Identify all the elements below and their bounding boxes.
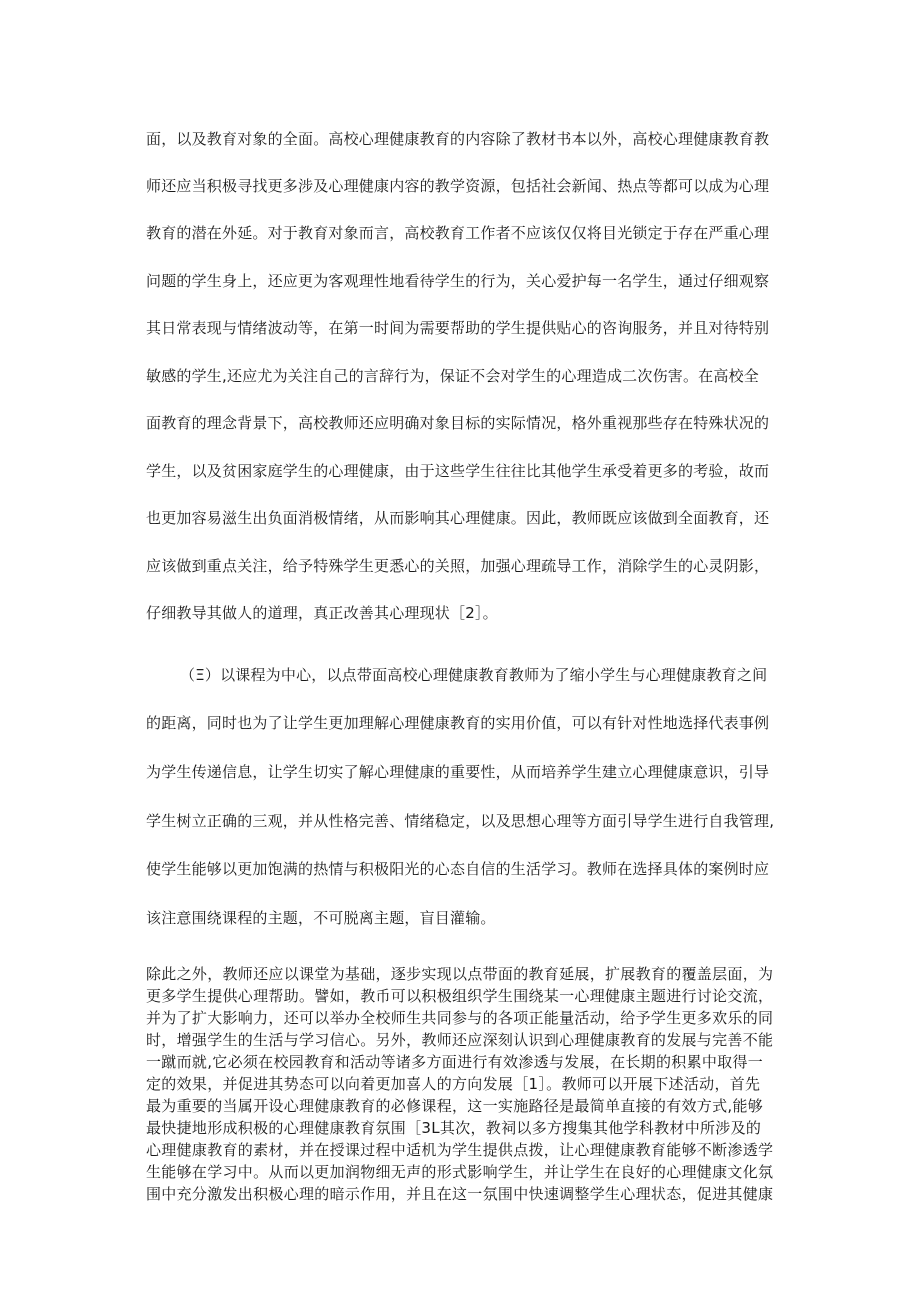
paragraph-2-line-4: 学生树立正确的三观，并从性格完善、情绪稳定，以及思想心理等方面引导学生进行自我管理, <box>146 812 775 830</box>
paragraph-3-line-10: 生能够在学习中。从而以更加润物细无声的形式影响学生，并让学生在良好的心理健康文化氛 <box>146 1163 774 1181</box>
paragraph-3-line-3: 并为了扩大影响力，还可以举办全校师生共同参与的各项正能量活动，给予学生更多欢乐的同 <box>146 1009 774 1027</box>
paragraph-1-line-11: 仔细教导其做人的道理，真正改善其心理现状［2］。 <box>146 604 498 622</box>
paragraph-2-line-5: 使学生能够以更加饱满的热情与积极阳光的心态自信的生活学习。教师在选择具体的案例时应 <box>146 860 770 878</box>
paragraph-2-line-6: 该注意围绕课程的主题，不可脱离主题，盲目灌输。 <box>146 909 496 927</box>
paragraph-3-line-11: 围中充分激发出积极心理的暗示作用，并且在这一氛围中快速调整学生心理状态，促进其健康 <box>146 1185 774 1203</box>
paragraph-3-line-4: 时，增强学生的生活与学习信心。另外，教师还应深刻认识到心理健康教育的发展与完善不能 <box>146 1031 774 1049</box>
paragraph-1-line-2: 师还应当积极寻找更多涉及心理健康内容的教学资源，包括社会新闻、热点等都可以成为心理 <box>146 177 770 195</box>
paragraph-1-line-6: 敏感的学生,还应尤为关注自己的言辞行为，保证不会对学生的心理造成二次伤害。在高校全 <box>146 367 759 385</box>
paragraph-3-line-7: 最为重要的当属开设心理健康教育的必修课程，这一实施路径是最简单直接的有效方式,能够 <box>146 1097 764 1115</box>
paragraph-3-line-2: 更多学生提供心理帮助。譬如，教币可以积极组织学生围绕某一心理健康主题进行讨论交流， <box>146 987 774 1005</box>
paragraph-1-line-4: 问题的学生身上，还应更为客观理性地看待学生的行为，关心爱护每一名学生，通过仔细观察 <box>146 272 770 290</box>
paragraph-1-line-8: 学生，以及贫困家庭学生的心理健康，由于这些学生往往比其他学生承受着更多的考验，故而 <box>146 462 770 480</box>
paragraph-2-line-2: 的距离，同时也为了让学生更加理解心理健康教育的实用价值，可以有针对性地选择代表事例 <box>146 714 770 732</box>
paragraph-2-line-1: （Ξ）以课程为中心，以点带面高校心理健康教育教师为了缩小学生与心理健康教育之间 <box>180 666 768 684</box>
paragraph-3-line-6: 定的效果，并促进其势态可以向着更加喜人的方向发展［1］。教师可以开展下述活动，首先 <box>146 1075 761 1093</box>
paragraph-2-line-3: 为学生传递信息，让学生切实了解心理健康的重要性，从而培养学生建立心理健康意识，引导 <box>146 763 770 781</box>
paragraph-1-line-7: 面教育的理念背景下，高校教师还应明确对象目标的实际情况，格外重视那些存在特殊状况的 <box>146 414 770 432</box>
paragraph-3-line-8: 最快捷地形成积极的心理健康教育氛围［3L其次，教祠以多方搜集其他学科教材中所涉及的 <box>146 1119 762 1137</box>
paragraph-1-line-9: 也更加容易滋生出负面消极情绪，从而影响其心理健康。因此，教师既应该做到全面教育，还 <box>146 509 770 527</box>
paragraph-1-line-1: 面，以及教育对象的全面。高校心理健康教育的内容除了教材书本以外，高校心理健康教育教 <box>146 130 770 148</box>
paragraph-3-line-5: 一蹴而就,它必须在校园教育和活动等诸多方面进行有效渗透与发展，在长期的积累中取得一 <box>146 1053 764 1071</box>
paragraph-1-line-3: 教育的潜在外延。对于教育对象而言，高校教育工作者不应该仅仅将目光锁定于存在严重心理 <box>146 224 770 242</box>
paragraph-1-line-10: 应该做到重点关注，给予特殊学生更悉心的关照，加强心理疏导工作，消除学生的心灵阴影， <box>146 557 770 575</box>
paragraph-1-line-5: 其日常表现与情绪波动等，在第一时间为需要帮助的学生提供贴心的咨询服务，并且对待特别 <box>146 319 770 337</box>
paragraph-3-line-9: 心理健康教育的素材，并在授课过程中适机为学生提供点拨，让心理健康教育能够不断渗透学 <box>146 1141 774 1159</box>
paragraph-3-line-1: 除此之外，教师还应以课堂为基础，逐步实现以点带面的教育延展，扩展教育的覆盖层面，为 <box>146 965 774 983</box>
